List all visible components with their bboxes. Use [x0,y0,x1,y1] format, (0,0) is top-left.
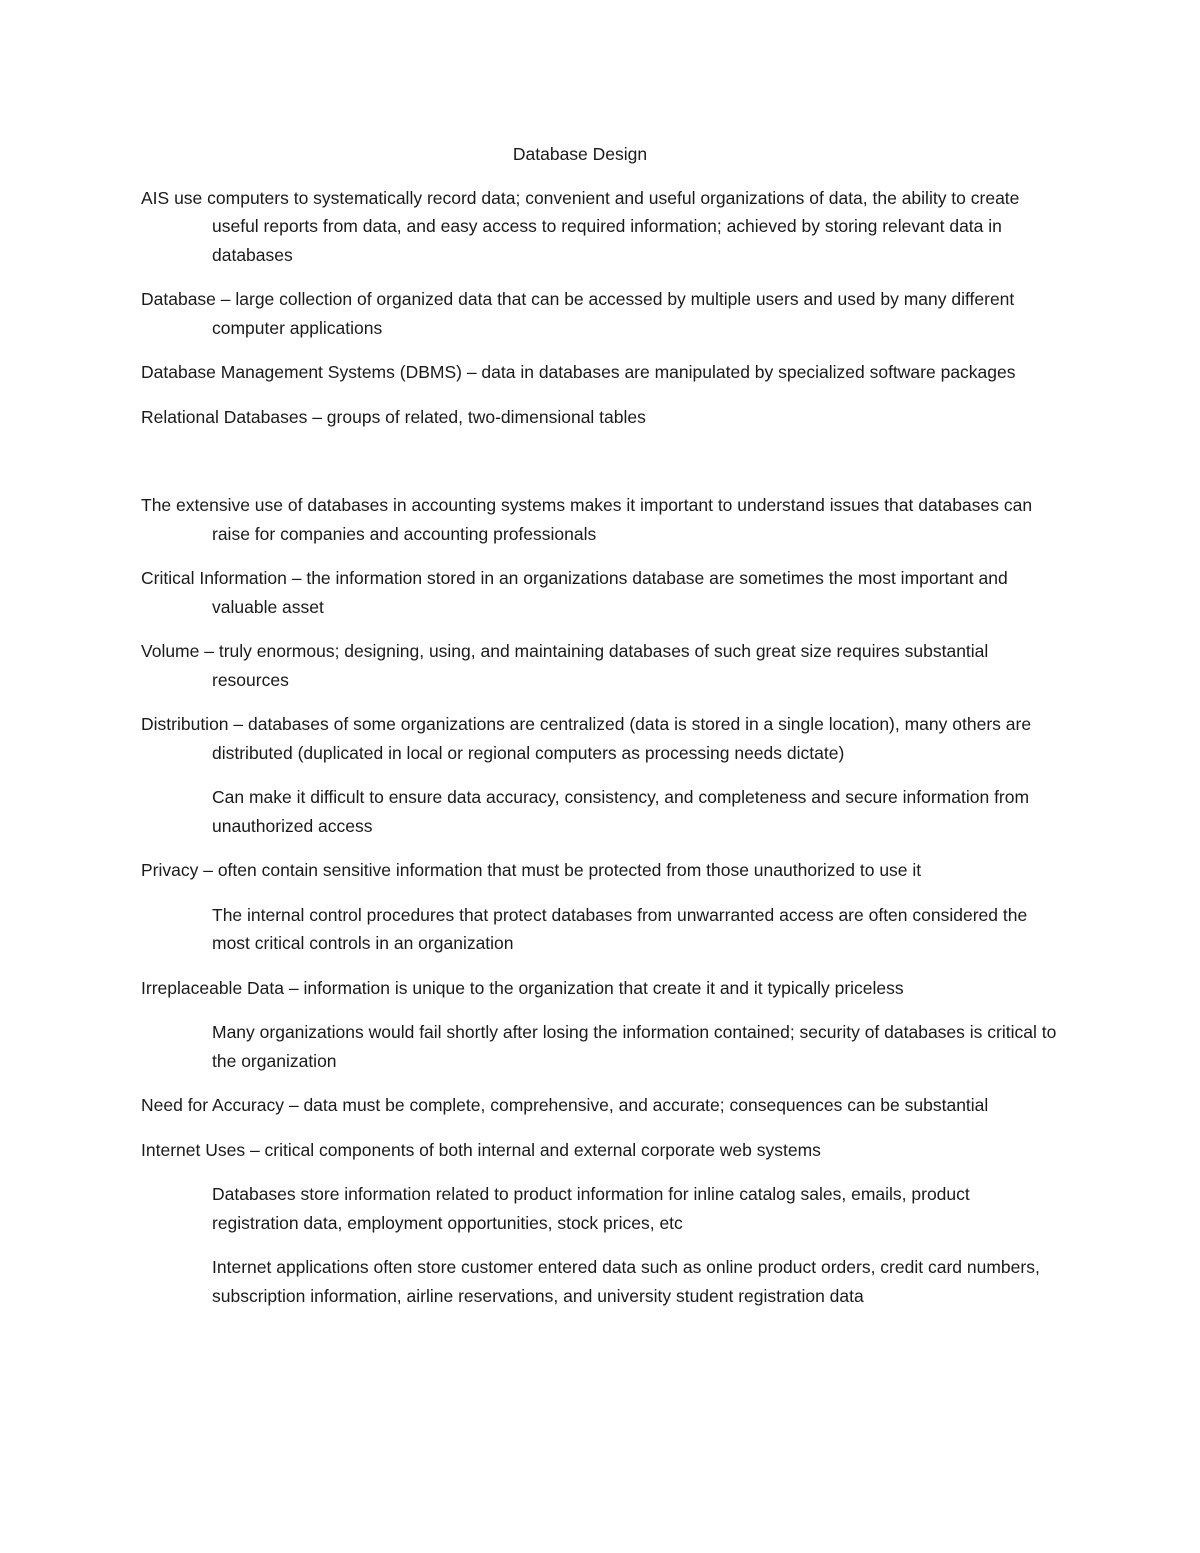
paragraph-ais: AIS use computers to systematically record data; convenient and useful organizations of data, the ability to create useful reports from data, and easy access to required information; achieved by storing relevant data in databases [141,187,1020,265]
paragraph-volume: Volume – truly enormous; designing, using, and maintaining databases of such great size requires substantial resources [141,641,989,690]
subparagraph-distribution-note: Can make it difficult to ensure data accuracy, consistency, and completeness and secure information from unauthorized access [212,787,1030,836]
paragraph-need-for-accuracy: Need for Accuracy – data must be complete, comprehensive, and accurate; consequences can be substantial [141,1095,989,1115]
subparagraph-irreplaceable-note: Many organizations would fail shortly after losing the information contained; security of databases is critical to the organization [212,1022,1057,1071]
paragraph-extensive-use: The extensive use of databases in accounting systems makes it important to understand issues that databases can raise for companies and accounting professionals [141,495,1033,544]
paragraph-internet-uses: Internet Uses – critical components of both internal and external corporate web systems [141,1139,821,1160]
paragraph-dbms: Database Management Systems (DBMS) – data in databases are manipulated by specialized software packages [141,362,1016,382]
paragraph-distribution: Distribution – databases of some organizations are centralized (data is stored in a single location), many others are distributed (duplicated in local or regional computers as processing needs dictate) [141,714,1032,763]
paragraph-irreplaceable-data: Irreplaceable Data – information is unique to the organization that create it and it typically priceless [141,977,904,998]
paragraph-critical-information: Critical Information – the information stored in an organizations database are sometimes the most important and valuable asset [141,568,1008,617]
subparagraph-privacy-note: The internal control procedures that protect databases from unwarranted access are often considered the most critical controls in an organization [212,904,1028,953]
document-title: Database Design [512,144,648,164]
paragraph-database: Database – large collection of organized data that can be accessed by multiple users and used by many different computer applications [141,289,1015,338]
section-gap [141,447,1061,491]
subparagraph-internet-databases: Databases store information related to product information for inline catalog sales, emails, product registration data, employment opportunities, stock prices, etc [212,1184,970,1233]
subparagraph-internet-applications: Internet applications often store customer entered data such as online product orders, credit card numbers, subscription information, airline reservations, and university student registration data [212,1257,1040,1306]
document-page [141,140,1061,1326]
paragraph-privacy: Privacy – often contain sensitive information that must be protected from those unauthorized to use it [141,860,922,880]
paragraph-relational-databases: Relational Databases – groups of related, two-dimensional tables [141,406,646,427]
